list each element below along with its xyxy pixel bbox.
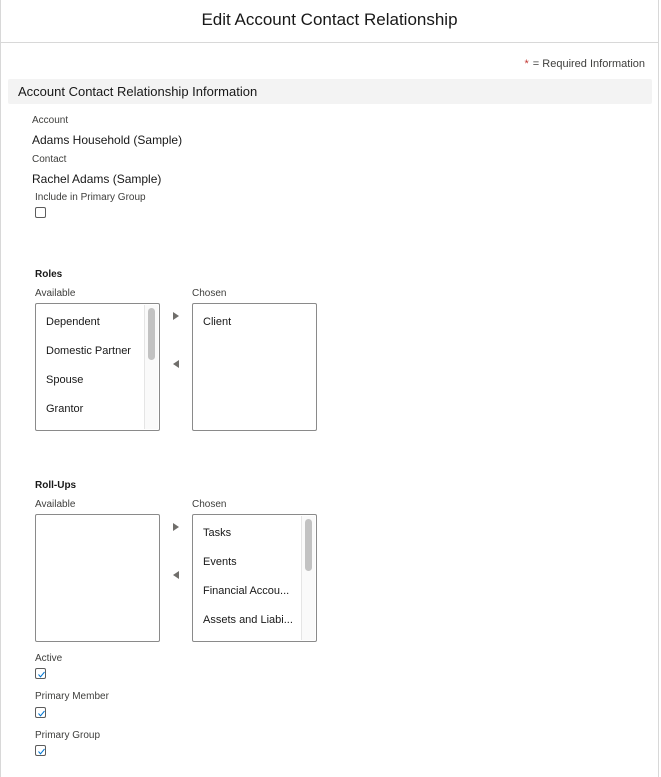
account-value: Adams Household (Sample) bbox=[32, 133, 183, 147]
rollups-chosen-listbox[interactable] bbox=[192, 514, 317, 642]
list-item[interactable]: Dependent bbox=[46, 316, 100, 328]
primary-group-checkbox[interactable] bbox=[35, 745, 46, 756]
rollups-chosen-scrollbar[interactable] bbox=[301, 516, 315, 640]
rollups-available-label: Available bbox=[35, 499, 76, 510]
primary-member-checkbox[interactable] bbox=[35, 707, 46, 718]
section-header[interactable] bbox=[8, 79, 652, 104]
check-icon bbox=[37, 670, 46, 679]
chevron-right-icon[interactable] bbox=[171, 522, 181, 532]
scrollbar-thumb[interactable] bbox=[148, 308, 155, 360]
list-item[interactable]: Assets and Liabi... bbox=[203, 614, 293, 626]
active-label: Active bbox=[35, 653, 63, 664]
rollups-available-listbox[interactable] bbox=[35, 514, 160, 642]
list-item[interactable]: Events bbox=[203, 556, 237, 568]
list-item[interactable]: Financial Accou... bbox=[203, 585, 290, 597]
check-icon bbox=[37, 747, 46, 756]
list-item[interactable]: Tasks bbox=[203, 527, 232, 539]
account-label: Account bbox=[32, 115, 69, 126]
rollups-title: Roll-Ups bbox=[35, 480, 77, 491]
list-item[interactable]: Spouse bbox=[46, 374, 84, 386]
chevron-left-icon[interactable] bbox=[171, 570, 181, 580]
chevron-right-icon[interactable] bbox=[171, 311, 181, 321]
active-checkbox[interactable] bbox=[35, 668, 46, 679]
modal-left-border bbox=[0, 43, 1, 777]
check-icon bbox=[37, 709, 46, 718]
roles-chosen-label: Chosen bbox=[192, 288, 227, 299]
required-text: = Required Information bbox=[532, 58, 645, 70]
contact-label: Contact bbox=[32, 154, 67, 165]
required-star: * bbox=[524, 58, 529, 70]
roles-available-listbox[interactable] bbox=[35, 303, 160, 431]
required-information-legend bbox=[525, 58, 645, 70]
scrollbar-thumb[interactable] bbox=[305, 519, 312, 571]
primary-group-label: Primary Group bbox=[35, 730, 101, 741]
modal-header bbox=[0, 0, 659, 43]
modal-title: Edit Account Contact Relationship bbox=[201, 10, 458, 29]
roles-available-label: Available bbox=[35, 288, 76, 299]
list-item[interactable]: Domestic Partner bbox=[46, 345, 131, 357]
roles-available-scrollbar[interactable] bbox=[144, 305, 158, 429]
modal-right-border bbox=[658, 43, 659, 777]
rollups-chosen-label: Chosen bbox=[192, 499, 227, 510]
include-primary-group-checkbox[interactable] bbox=[35, 207, 46, 218]
list-item[interactable]: Grantor bbox=[46, 403, 84, 415]
roles-chosen-listbox[interactable] bbox=[192, 303, 317, 431]
roles-title: Roles bbox=[35, 269, 63, 280]
include-primary-group-label: Include in Primary Group bbox=[35, 192, 146, 203]
section-title: Account Contact Relationship Information bbox=[18, 84, 258, 99]
chevron-left-icon[interactable] bbox=[171, 359, 181, 369]
primary-member-label: Primary Member bbox=[35, 691, 109, 702]
contact-value: Rachel Adams (Sample) bbox=[32, 172, 162, 186]
list-item[interactable]: Client bbox=[203, 316, 232, 328]
